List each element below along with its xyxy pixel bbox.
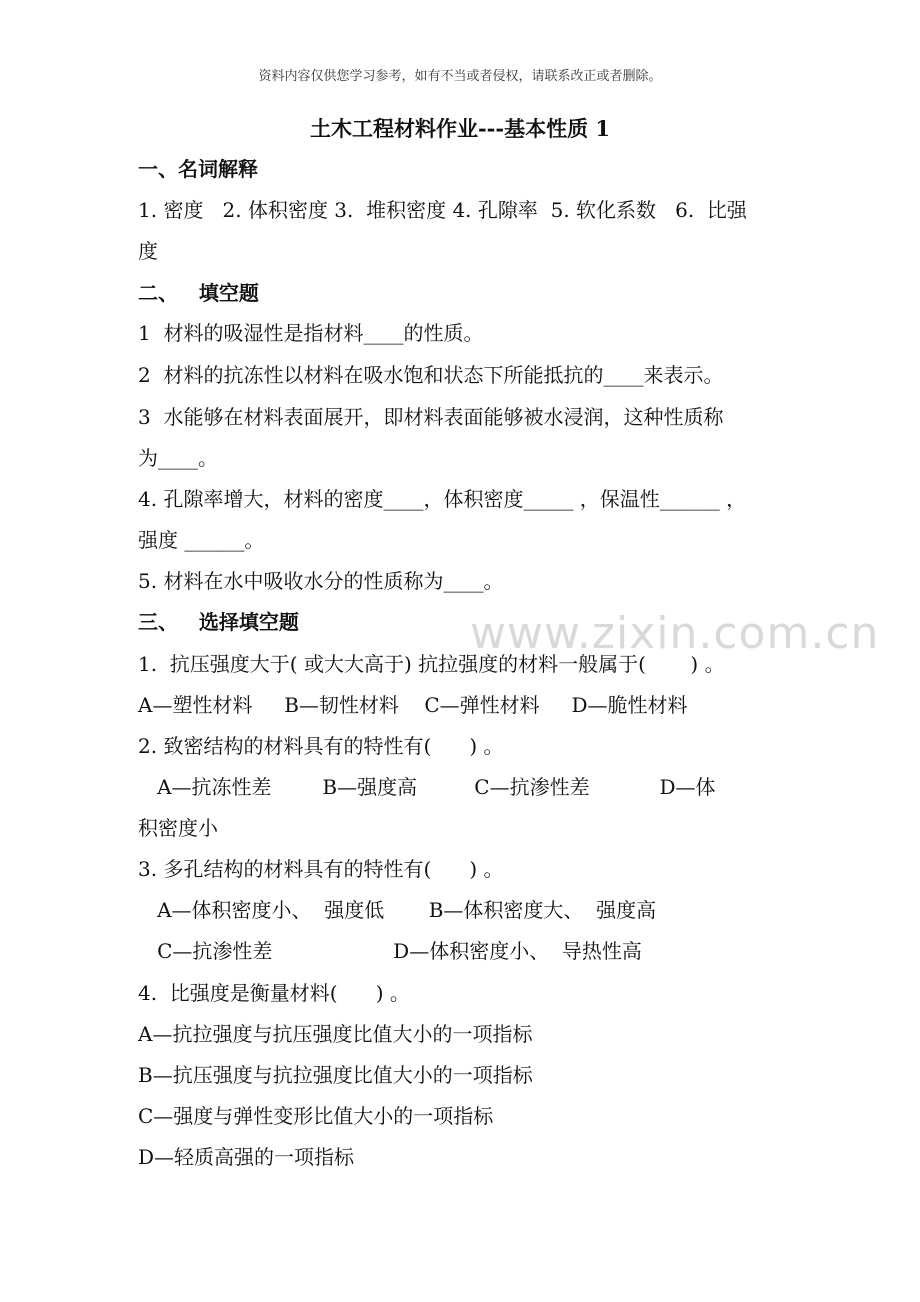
choice-question-4-option-d: D—轻质高强的一项指标 (138, 1145, 355, 1169)
section-heading-1: 一、名词解释 (138, 157, 258, 181)
fill-question-4-line-1: 4. 孔隙率增大，材料的密度____，体积密度_____ ，保温性______ ， (138, 487, 747, 511)
choice-question-3-options-line-1: A—体积密度小、 强度低 B—体积密度大、 强度高 (138, 898, 657, 922)
choice-question-1: 1. 抗压强度大于( 或大大高于) 抗拉强度的材料一般属于( ) 。 (138, 652, 725, 676)
choice-question-4-option-c: C—强度与弹性变形比值大小的一项指标 (138, 1104, 494, 1128)
choice-question-4: 4. 比强度是衡量材料( ) 。 (138, 981, 410, 1005)
choice-question-2-options-line-1: A—抗冻性差 B—强度高 C—抗渗性差 D—体 (138, 775, 716, 799)
fill-question-2: 2 材料的抗冻性以材料在吸水饱和状态下所能抵抗的____来表示。 (138, 363, 724, 387)
choice-question-4-option-b: B—抗压强度与抗拉强度比值大小的一项指标 (138, 1063, 533, 1087)
choice-question-3: 3. 多孔结构的材料具有的特性有( ) 。 (138, 857, 504, 881)
copyright-notice: 资料内容仅供您学习参考，如有不当或者侵权，请联系改正或者删除。 (258, 69, 662, 84)
fill-question-3-line-2: 为____。 (138, 446, 218, 470)
section-heading-2: 二、 填空题 (138, 281, 259, 305)
fill-question-4-line-2: 强度 ______。 (138, 528, 265, 552)
choice-question-2-options-line-2: 积密度小 (138, 816, 218, 840)
fill-question-3-line-1: 3 水能够在材料表面展开，即材料表面能够被水浸润，这种性质称 (138, 405, 724, 429)
choice-question-4-option-a: A—抗拉强度与抗压强度比值大小的一项指标 (138, 1022, 533, 1046)
fill-question-1: 1 材料的吸湿性是指材料____的性质。 (138, 321, 484, 345)
watermark: www.zixin.com.cn (470, 608, 880, 659)
choice-question-2: 2. 致密结构的材料具有的特性有( ) 。 (138, 734, 504, 758)
page-title: 土木工程材料作业---基本性质 1 (309, 116, 611, 141)
choice-question-3-options-line-2: C—抗渗性差 D—体积密度小、 导热性高 (138, 939, 642, 963)
terms-line-1: 1. 密度 2. 体积密度 3. 堆积密度 4. 孔隙率 5. 软化系数 6. 比强 (138, 198, 747, 222)
terms-line-2: 度 (138, 239, 158, 263)
fill-question-5: 5. 材料在水中吸收水分的性质称为____。 (138, 569, 504, 593)
section-heading-3: 三、 选择填空题 (138, 610, 299, 634)
choice-question-1-options: A—塑性材料 B—韧性材料 C—弹性材料 D—脆性材料 (138, 693, 688, 717)
